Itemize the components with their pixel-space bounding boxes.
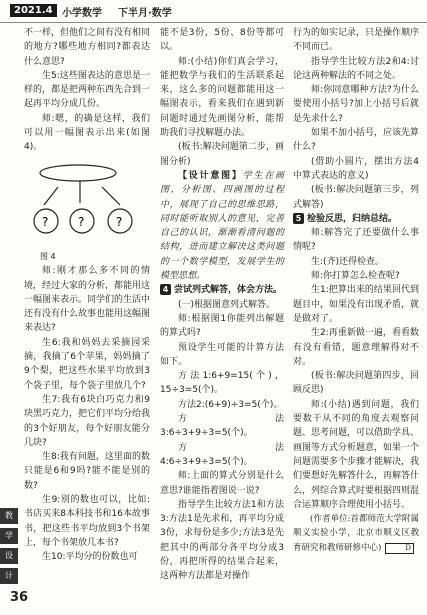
paragraph: 生9:别的数也可以，比如:书店买来8本科技书和16本故事书，把这些书平均放到3个书架上，每个书架放几本书? [24, 495, 150, 548]
paragraph: 指导学生比较方法1和方法3:方法1是先求和，再平均分成3份，求每份是多少;方法3是先把其中的两部分各平均分成3份，再把所得的结果合起来，这两种方法都是对操作 [160, 499, 284, 582]
paragraph: 生5:这些图表达的意思是一样的，都是把两种东西先合到一起再平均分成几份。 [24, 70, 151, 110]
paragraph: 师:根据图1你能列出解题的算式吗? [160, 313, 284, 339]
method-line: 方法2:(6+9)÷3=5(个)。 [178, 399, 283, 410]
paragraph: 师:刚才那么多不同的情境，经过大家的分析，都能用这一幅图来表示。同学们的生活中还有没有什么故事也能用这幅图来表达? [24, 266, 151, 334]
design-note-text: 学生在画图、分析图、四画图的过程中，展现了自己的思维思路，同时能听取别人的意见，完善自己的认识，渐渐看清问题的结构，进而建立解决这类问题的一个数学模型，发展学生的模型思想。 [160, 170, 284, 282]
figure-4-diagram [28, 159, 146, 245]
paragraph: 指导学生比较方法2和4:讨论这两种解法的不同之处。 [293, 56, 419, 81]
figure-mark: ? [78, 214, 85, 229]
paragraph: 师:(小结)遇到问题，我们要数干从不同的角度去观察问题、思考问题，可以借助学具、画图等方式分析题意，如果一个问题需要多个步骤才能解决，我们要想好先解答什么，再解答什么，列综合算式时要根据四则混合运算顺序合理使用小括号。 [293, 399, 420, 510]
paragraph: 预设学生可能的计算方法如下。 [160, 342, 284, 367]
magazine-brand: 小学数学 [62, 8, 102, 19]
design-note [160, 169, 284, 283]
method-line: 方法3:6÷3+9÷3=5(个)。 [160, 414, 284, 439]
paragraph: 能不是3份，5份、8份等都可以。 [160, 28, 284, 53]
sidebar-tab: 设 [0, 548, 18, 564]
paragraph: 生8:我有问题，这里面的数只能是6和9吗?能不能是别的数? [24, 452, 150, 491]
paragraph: (板书:解决问题第三步，列式解答) [293, 185, 419, 210]
section-number-badge: 5 [293, 213, 304, 224]
design-note-label: 【设计意图】 [178, 170, 243, 181]
paragraph: 生:(齐)还得检查。 [311, 256, 385, 267]
author-text: (作者单位:首都师范大学附属顺义实验小学，北京市顺义区教育研究和教师研修中心) [293, 514, 419, 553]
section-number-badge: 4 [160, 284, 171, 295]
paragraph: 师:嗯，的确是这样，我们可以用一幅图表示出来(如图4)。 [24, 113, 150, 153]
section-title: 尝试列式解答，体会方法。 [174, 285, 283, 296]
paragraph: 行为的如实记录，只是操作顺序不同而已。 [293, 28, 420, 53]
paragraph: 师:你打算怎么检查呢? [311, 271, 400, 282]
page-header [0, 0, 427, 23]
year-label: 2021.4 [10, 4, 57, 17]
paragraph: 师:上面的算式分别是什么意思?谁能指着图说一说? [160, 471, 284, 496]
sidebar-tab: 计 [0, 568, 18, 584]
paragraph: 不一样，但他们之间有没有相同的地方?哪些地方相同?都表达什么意思? [24, 28, 151, 67]
paragraph: 如果不加小括号，应该先算什么? [293, 128, 420, 153]
column-middle [160, 26, 284, 584]
paragraph: 生10:平均分的份数也可 [42, 552, 138, 563]
issue-label: 下半月·数学 [118, 8, 172, 19]
section-heading [293, 212, 419, 226]
figure-caption: 图 4 [40, 251, 56, 261]
sidebar-tab: 学 [0, 528, 18, 544]
page-number: 36 [10, 590, 29, 605]
paragraph: 生2:再重新做一遍，看看数有没有看错，题意理解得对不对。 [293, 328, 419, 367]
column-right [293, 26, 419, 555]
paragraph: 师:你同意哪种方法?为什么要使用小括号?加上小括号后就是先求什么? [293, 85, 419, 124]
method-line: 方法4:6÷3+9÷3=5(个)。 [160, 442, 284, 467]
paragraph: 生7:我有6块白巧克力和9块黑巧克力，把它们平均分给我的3个好朋友，每个好朋友能分几块? [24, 394, 151, 448]
paragraph: (借助小圆片，摆出方法4中算式表达的意义) [293, 156, 419, 181]
paragraph: 师:(小结)你们真会学习，能把数学与我们的生活联系起来，这么多的问题都能用这一幅图表示，看来我们在遇到新问题时通过先画图分析，能帮助我们寻找解题办法。 [160, 56, 284, 139]
figure-mark: ? [116, 214, 123, 229]
column-left [24, 26, 150, 565]
paragraph: 生1:把算出来的结果回代到题目中，如果没有出现矛盾，就是做对了。 [293, 285, 420, 324]
author-affiliation [293, 512, 419, 555]
paragraph: (板书:解决问题第四步，回顾反思) [293, 371, 419, 396]
figure-mark: ? [42, 214, 49, 229]
paragraph: 生6:我和妈妈去采摘园采摘，我摘了6个苹果，妈妈摘了9个梨，把这些水果平均放到3个袋子里，每个袋子里放几个? [24, 337, 150, 391]
method-line: 方法1:6+9=15(个)，15÷3=5(个)。 [160, 371, 284, 396]
paragraph: (板书:解决问题第二步，画图分析) [160, 142, 284, 167]
paragraph: (一)根据图意列式解答。 [178, 299, 276, 310]
paragraph: 师:解答完了还要做什么事情呢? [293, 228, 419, 253]
section-sidebar [0, 508, 20, 588]
section-title: 检验反思，归纳总结。 [307, 213, 398, 224]
section-heading [160, 283, 284, 297]
end-mark: D [385, 543, 414, 554]
sidebar-tab: 教 [0, 508, 18, 524]
